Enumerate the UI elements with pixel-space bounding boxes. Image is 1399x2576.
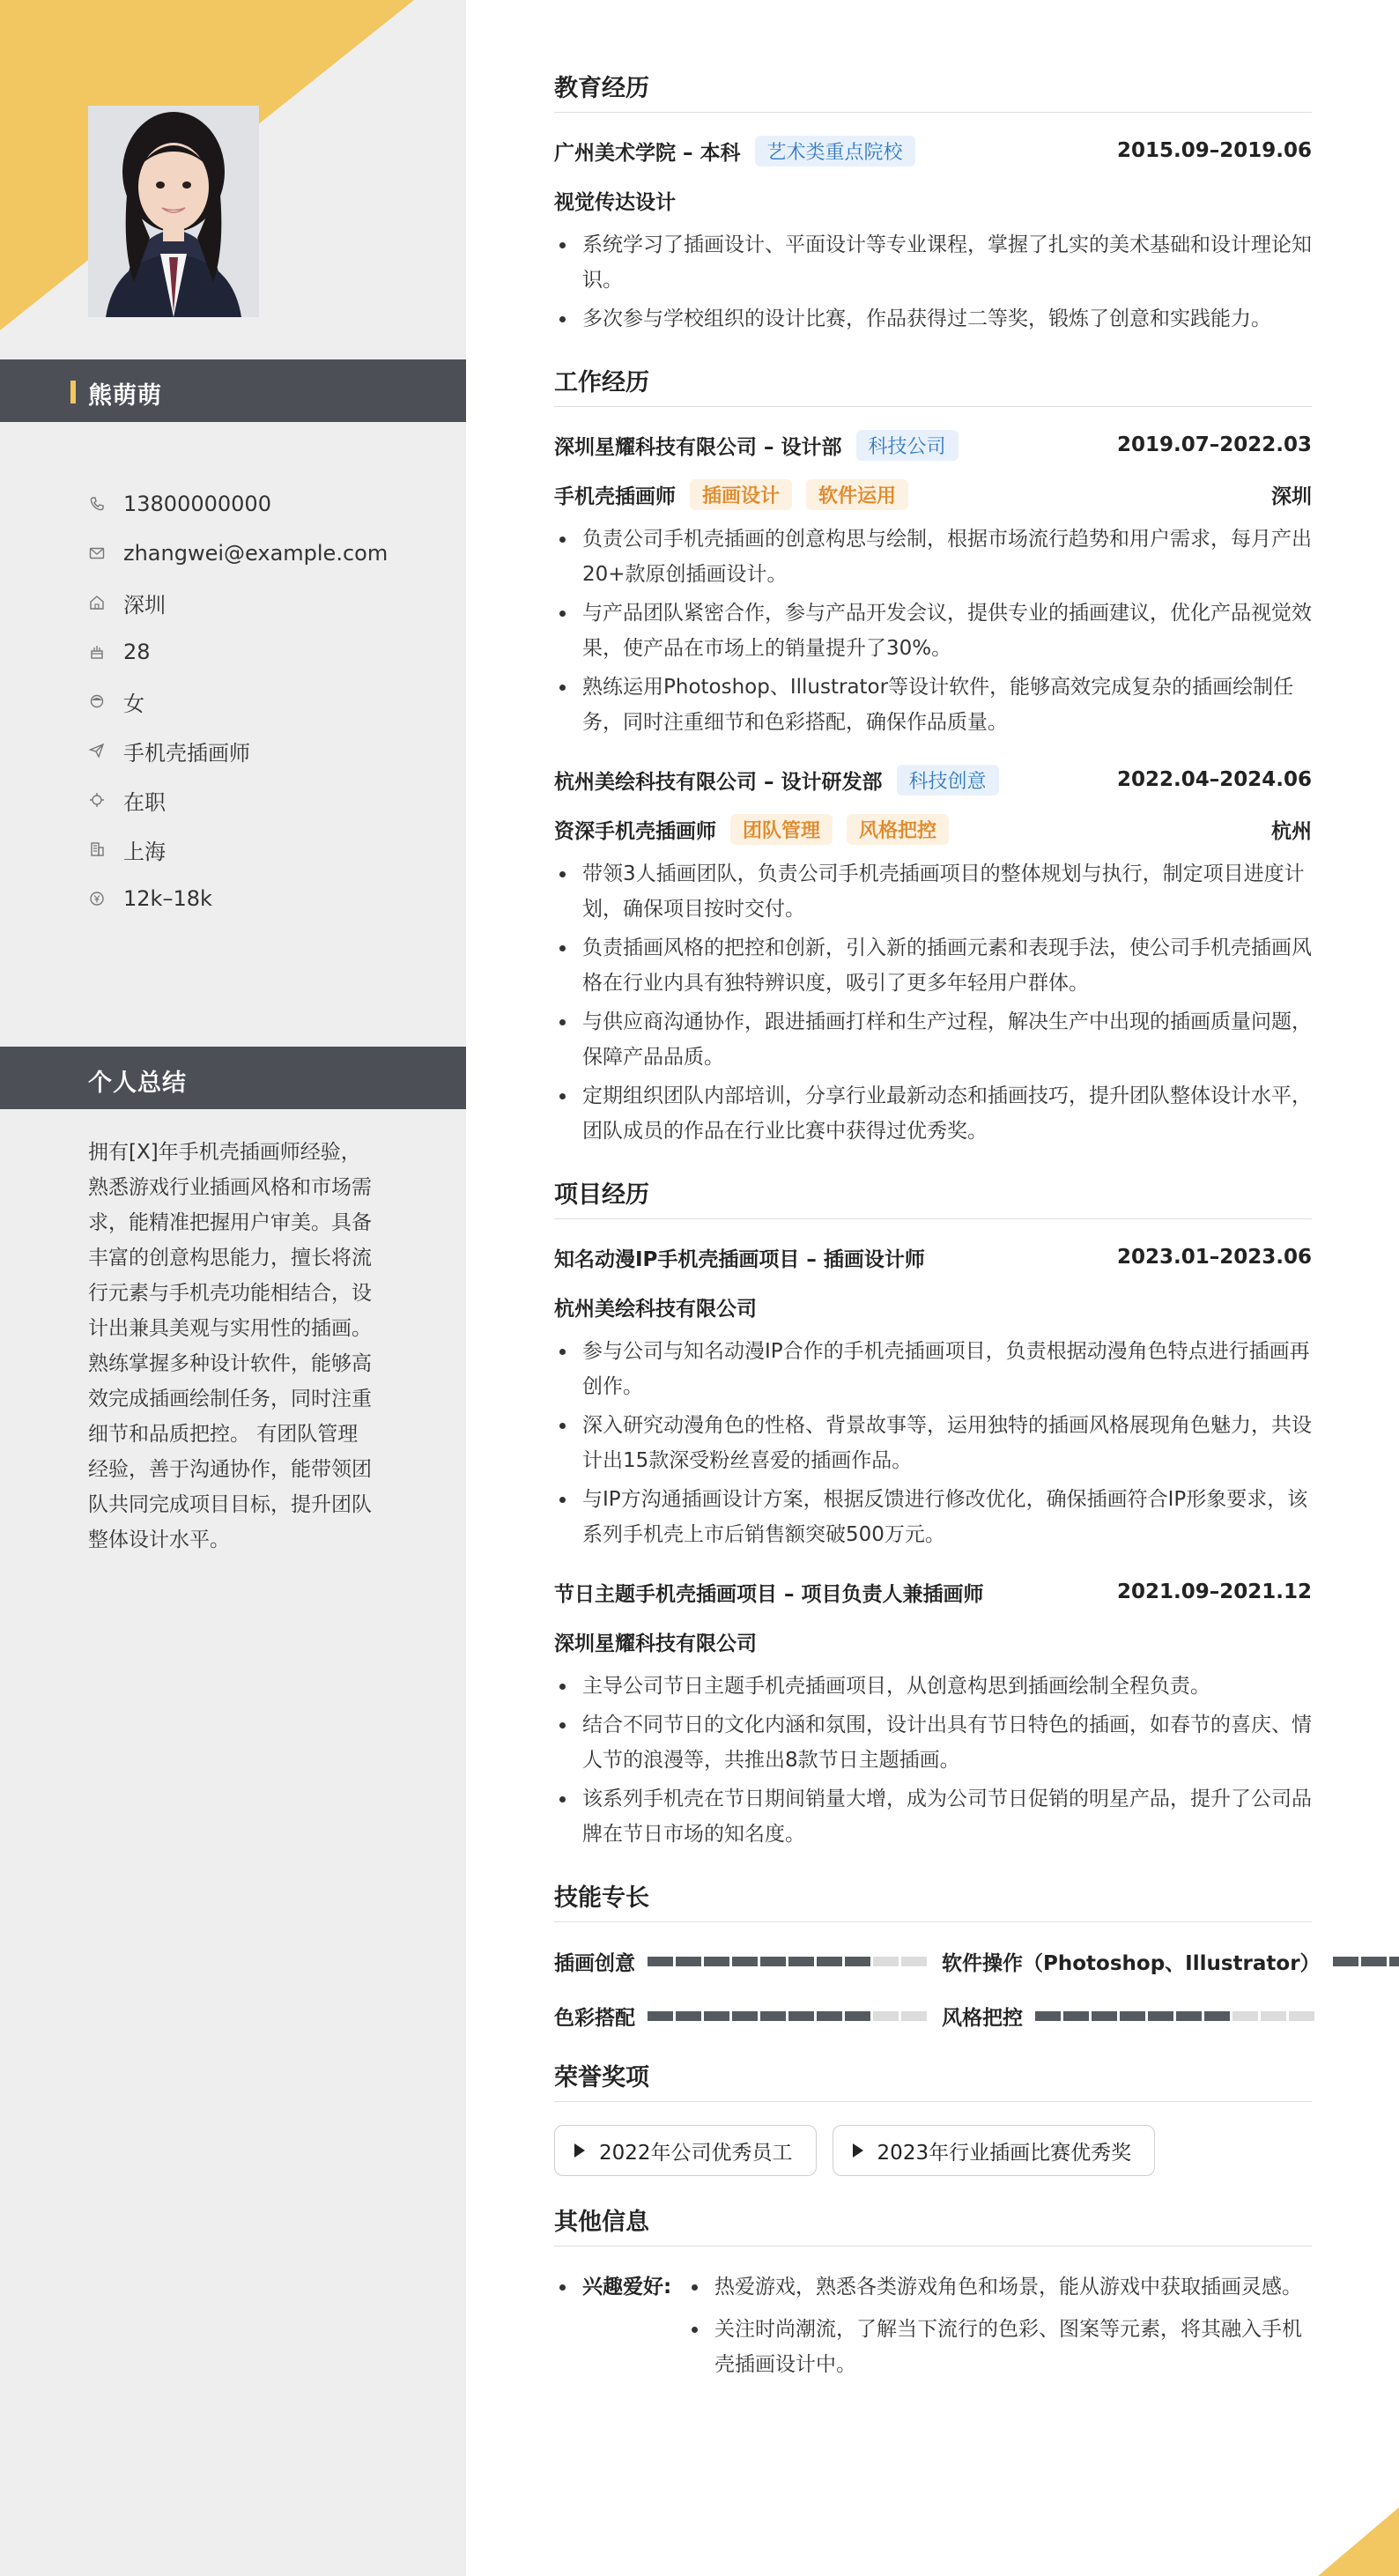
project-date: 2023.01–2023.06 xyxy=(1116,1246,1312,1269)
skill-meter-segment xyxy=(1063,2011,1089,2021)
cake-icon xyxy=(88,643,123,661)
list-item: 与产品团队紧密合作，参与产品开发会议，提供专业的插画建议，优化产品视觉效果，使产品在市场上的销量提升了30%。 xyxy=(554,596,1312,666)
school-tag: 艺术类重点院校 xyxy=(755,136,915,167)
skill-meter-segment xyxy=(873,2011,899,2021)
awards-list xyxy=(554,2125,1312,2176)
projects-section xyxy=(554,1175,1312,1852)
education-major-row xyxy=(554,185,1312,215)
skill-item xyxy=(554,2000,942,2032)
list-item: 负责插画风格的把控和创新，引入新的插画元素和表现手法，使公司手机壳插画风格在行业内具有独特辨识度，吸引了更多年轻用户群体。 xyxy=(554,930,1312,1001)
skill-meter-segment xyxy=(1092,2011,1117,2021)
skills-title: 技能专长 xyxy=(554,1878,1312,1922)
phone-text: 13800000000 xyxy=(123,492,271,516)
job-header xyxy=(554,765,1312,795)
skill-meter-segment xyxy=(732,2011,758,2021)
project-date: 2021.09–2021.12 xyxy=(1116,1580,1312,1603)
list-item: 负责公司手机壳插画的创意构思与绘制，根据市场流行趋势和用户需求，每月产出20+款原创插画设计。 xyxy=(554,522,1312,592)
skill-name: 风格把控 xyxy=(942,2006,1023,2030)
mail-icon xyxy=(88,544,123,562)
skill-meter-segment xyxy=(845,2011,870,2021)
job-bullets xyxy=(554,522,1312,740)
project-bullets xyxy=(554,1669,1312,1852)
award-item xyxy=(554,2125,817,2176)
skill-item xyxy=(942,2000,1312,2032)
education-title: 教育经历 xyxy=(554,69,1312,113)
skill-meter-segment xyxy=(676,2011,701,2021)
skill-tag: 团队管理 xyxy=(730,814,833,845)
skill-meter-segment xyxy=(817,1957,842,1966)
project-name: 知名动漫IP手机壳插画项目 – 插画设计师 xyxy=(554,1247,925,1271)
status-text: 在职 xyxy=(123,789,166,815)
project-company-row xyxy=(554,1626,1312,1656)
skill-meter-segment xyxy=(648,2011,673,2021)
list-item: 参与公司与知名动漫IP合作的手机壳插画项目，负责根据动漫角色特点进行插画再创作。 xyxy=(554,1334,1312,1404)
status-icon xyxy=(88,791,123,809)
skill-name: 插画创意 xyxy=(554,1951,635,1975)
skill-meter-segment xyxy=(1333,1957,1358,1966)
summary-title: 个人总结 xyxy=(88,1070,187,1097)
education-date: 2015.09–2019.06 xyxy=(1116,139,1312,162)
job-role-row xyxy=(554,479,1312,509)
skill-meter-segment xyxy=(1361,1957,1387,1966)
contact-gender xyxy=(88,677,388,726)
skill-meter-segment xyxy=(788,2011,814,2021)
hobbies-row xyxy=(554,2269,1312,2389)
skill-meter xyxy=(1333,1957,1399,1966)
project-company-row xyxy=(554,1292,1312,1321)
skill-meter-segment xyxy=(760,1957,786,1966)
project-company: 杭州美绘科技有限公司 xyxy=(554,1297,757,1321)
job-entry xyxy=(554,430,1312,740)
skill-meter-segment xyxy=(760,2011,786,2021)
contact-email xyxy=(88,529,388,578)
contact-position xyxy=(88,726,388,775)
company-name: 深圳星耀科技有限公司 – 设计部 xyxy=(554,435,842,459)
skill-meter-segment xyxy=(1148,2011,1173,2021)
list-item: 热爱游戏，熟悉各类游戏角色和场景，能从游戏中获取插画灵感。 xyxy=(686,2269,1312,2305)
list-item: 与IP方沟通插画设计方案，根据反馈进行修改优化，确保插画符合IP形象要求，该系列手机壳上市后销售额突破500万元。 xyxy=(554,1482,1312,1552)
job-city: 杭州 xyxy=(1271,819,1312,843)
project-entry xyxy=(554,1577,1312,1852)
skill-tag: 插画设计 xyxy=(690,479,792,510)
list-item: 主导公司节日主题手机壳插画项目，从创意构思到插画绘制全程负责。 xyxy=(554,1669,1312,1704)
major: 视觉传达设计 xyxy=(554,190,676,214)
gender-text: 女 xyxy=(123,691,144,716)
education-section xyxy=(554,69,1312,337)
hobbies-label: 兴趣爱好: xyxy=(582,2276,672,2298)
phone-icon xyxy=(88,495,123,513)
skill-meter-segment xyxy=(1232,2011,1258,2021)
home-icon xyxy=(88,594,123,611)
project-company: 深圳星耀科技有限公司 xyxy=(554,1632,757,1655)
skill-meter-segment xyxy=(648,1957,673,1966)
job-bullets xyxy=(554,856,1312,1149)
play-icon xyxy=(853,2143,863,2158)
skill-tag: 软件运用 xyxy=(806,479,908,510)
candidate-name: 熊萌萌 xyxy=(88,382,162,410)
skill-meter-segment xyxy=(704,2011,729,2021)
skill-meter-segment xyxy=(676,1957,701,1966)
list-item: 结合不同节日的文化内涵和氛围，设计出具有节日特色的插画，如春节的喜庆、情人节的浪漫等，共推出8款节日主题插画。 xyxy=(554,1707,1312,1778)
contact-salary xyxy=(88,874,388,923)
location-text: 上海 xyxy=(123,839,166,864)
skill-meter-segment xyxy=(817,2011,842,2021)
contact-age xyxy=(88,627,388,677)
name-bar xyxy=(0,359,466,422)
list-item: 关注时尚潮流，了解当下流行的色彩、图案等元素，将其融入手机壳插画设计中。 xyxy=(686,2312,1312,2382)
list-item: 多次参与学校组织的设计比赛，作品获得过二等奖，锻炼了创意和实践能力。 xyxy=(554,301,1312,337)
main-content xyxy=(554,69,1321,2416)
job-entry xyxy=(554,765,1312,1149)
skill-meter-segment xyxy=(1204,2011,1230,2021)
award-label: 2023年行业插画比赛优秀奖 xyxy=(877,2141,1132,2165)
skill-meter-segment xyxy=(732,1957,758,1966)
age-text: 28 xyxy=(123,640,151,664)
contact-city xyxy=(88,578,388,627)
skill-meter-segment xyxy=(1289,2011,1314,2021)
project-entry xyxy=(554,1242,1312,1552)
project-name: 节日主题手机壳插画项目 – 项目负责人兼插画师 xyxy=(554,1582,984,1606)
bullet-dot xyxy=(554,2269,582,2389)
skill-meter-segment xyxy=(901,2011,927,2021)
project-bullets xyxy=(554,1334,1312,1552)
work-title: 工作经历 xyxy=(554,363,1312,407)
skills-section xyxy=(554,1878,1321,2032)
education-bullets xyxy=(554,227,1312,337)
other-title: 其他信息 xyxy=(554,2202,1312,2247)
skill-meter-segment xyxy=(1120,2011,1145,2021)
skill-meter-segment xyxy=(1389,1957,1399,1966)
skill-name: 软件操作（Photoshop、Illustrator） xyxy=(942,1951,1321,1975)
skill-meter-segment xyxy=(788,1957,814,1966)
job-role: 手机壳插画师 xyxy=(554,485,676,508)
skill-tag: 风格把控 xyxy=(847,814,949,845)
list-item: 该系列手机壳在节日期间销量大增，成为公司节日促销的明星产品，提升了公司品牌在节日市场的知名度。 xyxy=(554,1781,1312,1852)
contact-phone xyxy=(88,479,388,529)
award-label: 2022年公司优秀员工 xyxy=(599,2141,793,2165)
projects-title: 项目经历 xyxy=(554,1175,1312,1219)
gender-icon xyxy=(88,692,123,710)
skill-meter-segment xyxy=(845,1957,870,1966)
summary-bar xyxy=(0,1047,466,1109)
list-item: 与供应商沟通协作，跟进插画打样和生产过程，解决生产中出现的插画质量问题，保障产品品质。 xyxy=(554,1004,1312,1075)
skill-meter-segment xyxy=(1261,2011,1286,2021)
job-header xyxy=(554,430,1312,460)
salary-icon xyxy=(88,890,123,907)
contact-list xyxy=(88,479,388,923)
name-accent xyxy=(70,381,76,403)
building-icon xyxy=(88,840,123,858)
skill-meter xyxy=(648,1957,927,1966)
list-item: 深入研究动漫角色的性格、背景故事等，运用独特的插画风格展现角色魅力，共设计出15款深受粉丝喜爱的插画作品。 xyxy=(554,1408,1312,1478)
project-header xyxy=(554,1577,1312,1607)
job-city: 深圳 xyxy=(1271,485,1312,508)
hobbies-list xyxy=(686,2269,1312,2389)
work-section xyxy=(554,363,1312,1149)
education-header xyxy=(554,136,1312,166)
awards-section xyxy=(554,2058,1312,2176)
company-name: 杭州美绘科技有限公司 – 设计研发部 xyxy=(554,770,883,794)
job-date: 2022.04–2024.06 xyxy=(1116,768,1312,791)
other-section xyxy=(554,2202,1312,2389)
skill-meter-segment xyxy=(901,1957,927,1966)
awards-title: 荣誉奖项 xyxy=(554,2058,1312,2102)
salary-text: 12k–18k xyxy=(123,886,212,911)
job-date: 2019.07–2022.03 xyxy=(1116,433,1312,456)
contact-location xyxy=(88,825,388,874)
skill-item xyxy=(554,1945,942,1977)
job-role-row xyxy=(554,814,1312,844)
list-item: 带领3人插画团队，负责公司手机壳插画项目的整体规划与执行，制定项目进度计划，确保项目按时交付。 xyxy=(554,856,1312,927)
corner-accent xyxy=(1318,2507,1399,2576)
skill-name: 色彩搭配 xyxy=(554,2006,635,2030)
contact-status xyxy=(88,775,388,825)
project-header xyxy=(554,1242,1312,1272)
skill-meter-segment xyxy=(704,1957,729,1966)
sidebar xyxy=(0,0,466,2576)
skill-meter-segment xyxy=(873,1957,899,1966)
email-text: zhangwei@example.com xyxy=(123,541,389,566)
skill-meter-segment xyxy=(1035,2011,1061,2021)
summary-text: 拥有[X]年手机壳插画师经验，熟悉游戏行业插画风格和市场需求，能精准把握用户审美。具备丰富的创意构思能力，擅长将流行元素与手机壳功能相结合，设计出兼具美观与实用性的插画。 熟练掌握多种设计软件，能够高效完成插画绘制任务，同时注重细节和品质把控。 有团队管理经验，善于沟通协作，能带领团队共同完成项目目标，提升团队整体设计水平。 xyxy=(88,1141,372,1551)
company-tag: 科技创意 xyxy=(897,765,999,796)
list-item: 定期组织团队内部培训，分享行业最新动态和插画技巧，提升团队整体设计水平，团队成员的作品在行业比赛中获得过优秀奖。 xyxy=(554,1078,1312,1149)
position-text: 手机壳插画师 xyxy=(123,740,250,766)
skill-meter-segment xyxy=(1176,2011,1202,2021)
list-item: 系统学习了插画设计、平面设计等专业课程，掌握了扎实的美术基础和设计理论知识。 xyxy=(554,227,1312,298)
send-icon xyxy=(88,742,123,759)
avatar xyxy=(88,106,259,317)
skill-item xyxy=(942,1945,1321,1977)
list-item: 熟练运用Photoshop、Illustrator等设计软件，能够高效完成复杂的插画绘制任务，同时注重细节和色彩搭配，确保作品质量。 xyxy=(554,670,1312,740)
skills-grid xyxy=(554,1945,1321,2032)
skill-meter xyxy=(1035,2011,1314,2021)
play-icon xyxy=(574,2143,585,2158)
award-item xyxy=(833,2125,1156,2176)
city-text: 深圳 xyxy=(123,592,166,618)
company-tag: 科技公司 xyxy=(856,430,959,461)
school-name: 广州美术学院 – 本科 xyxy=(554,141,741,165)
skill-meter xyxy=(648,2011,927,2021)
job-role: 资深手机壳插画师 xyxy=(554,819,716,843)
